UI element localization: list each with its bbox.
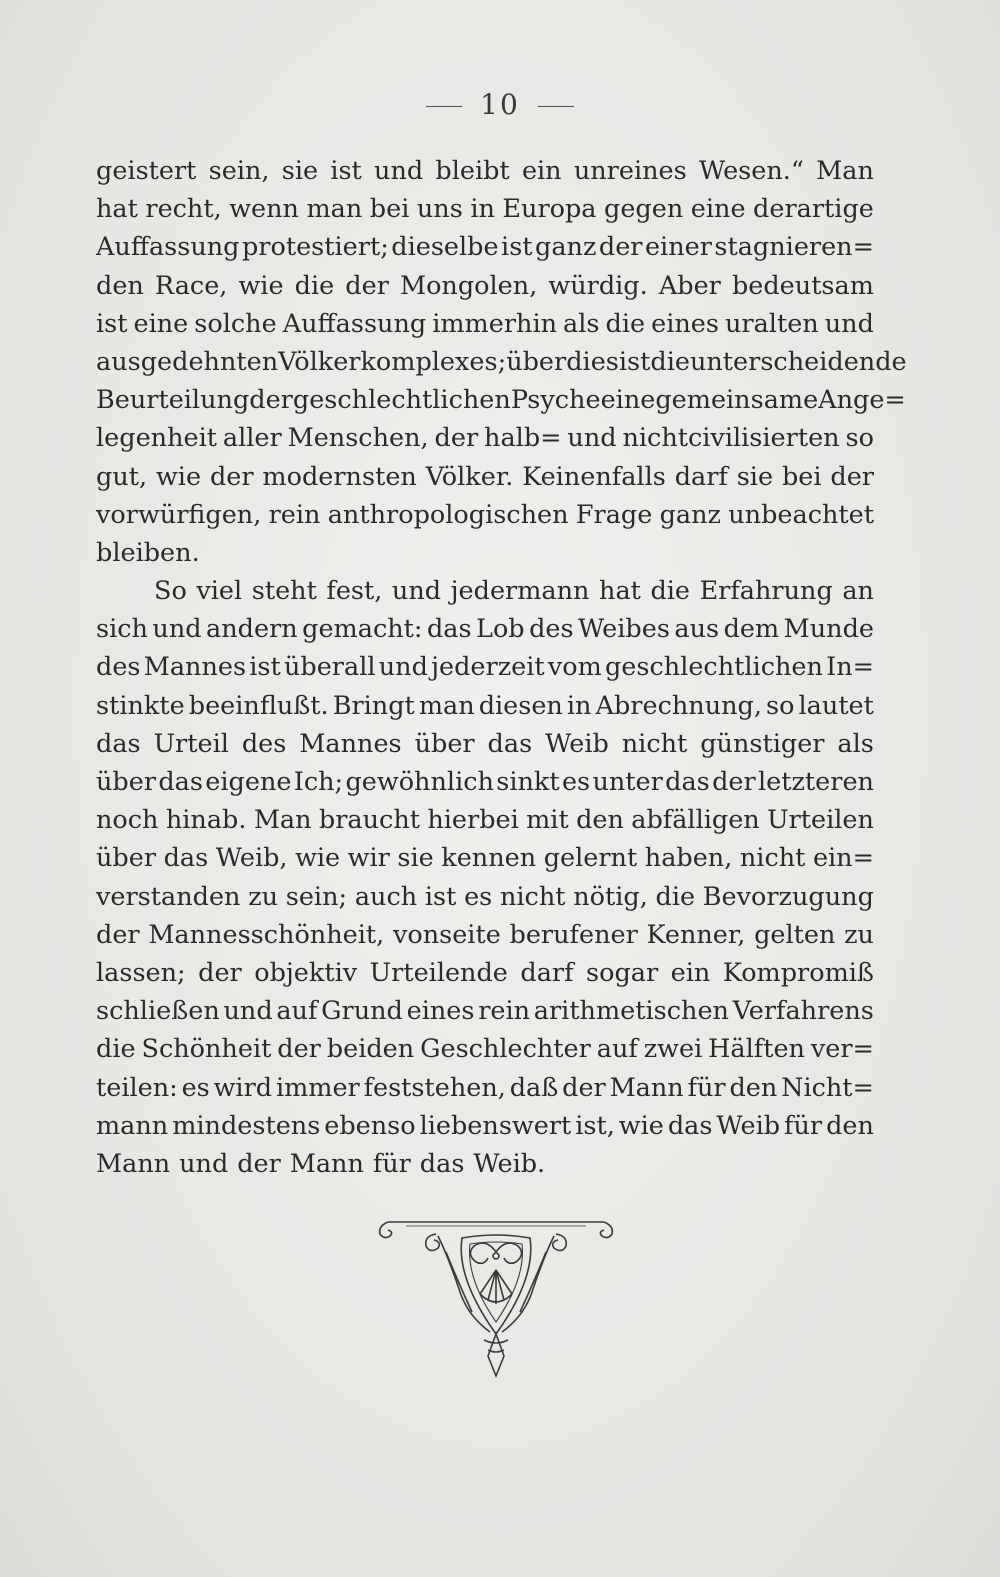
text-line: gut, wie der modernsten Völker. Keinenfalls darf sie bei der xyxy=(96,461,874,492)
text-line: So viel steht fest, und jedermann hat die Erfahrung an xyxy=(154,576,874,607)
text-line: über das Weib, wie wir sie kennen gelernt haben, nicht ein= xyxy=(96,843,874,874)
text-line: der Mannesschönheit, vonseite berufener Kenner, gelten zu xyxy=(96,919,874,950)
text-line: teilen: es wird immer feststehen, daß der Mann für den Nicht= xyxy=(96,1072,874,1103)
text-line: bleiben. xyxy=(96,537,200,568)
text-line: verstanden zu sein; auch ist es nicht nötig, die Bevorzugung xyxy=(96,881,874,912)
right-dash xyxy=(538,106,574,107)
left-dash xyxy=(426,106,462,107)
decorative-ornament-icon xyxy=(366,1212,626,1387)
text-line: legenheit aller Menschen, der halb= und nichtcivilisierten so xyxy=(96,423,874,454)
body-text xyxy=(96,152,907,1183)
text-line: stinkte beeinflußt. Bringt man diesen in Abrechnung, so lautet xyxy=(96,690,874,721)
text-line: lassen; der objektiv Urteilende darf sogar ein Kompromiß xyxy=(96,957,874,988)
text-line: hat recht, wenn man bei uns in Europa gegen eine derartige xyxy=(96,194,874,225)
text-line: über das eigene Ich; gewöhnlich sinkt es unter das der letzteren xyxy=(96,767,874,797)
text-line: ist eine solche Auffassung immerhin als die eines uralten und xyxy=(96,308,874,339)
text-line: mann mindestens ebenso liebenswert ist, wie das Weib für den xyxy=(96,1110,874,1141)
page-number: 10 xyxy=(480,88,520,121)
text-line: das Urteil des Mannes über das Weib nicht günstiger als xyxy=(96,728,874,759)
text-line: Beurteilung der geschlechtlichen Psyche eine gemeinsame Ange= xyxy=(96,385,906,416)
text-line: ausgedehnten Völkerkomplexes; überdies ist die unterscheidende xyxy=(96,346,907,377)
text-line: den Race, wie die der Mongolen, würdig. Aber bedeutsam xyxy=(96,270,874,301)
text-line: Auffassung protestiert; dieselbe ist ganz der einer stagnieren= xyxy=(96,232,874,263)
text-line: des Mannes ist überall und jederzeit vom geschlechtlichen In= xyxy=(96,652,874,683)
text-line: vorwürfigen, rein anthropologischen Frage ganz unbeachtet xyxy=(96,499,874,530)
text-line: schließen und auf Grund eines rein arithmetischen Verfahrens xyxy=(96,996,874,1027)
text-line: Mann und der Mann für das Weib. xyxy=(96,1148,546,1179)
page-number-header xyxy=(0,88,1000,121)
text-line: geistert sein, sie ist und bleibt ein unreines Wesen.“ Man xyxy=(96,156,874,186)
text-line: die Schönheit der beiden Geschlechter auf zwei Hälften ver= xyxy=(96,1034,874,1065)
text-line: noch hinab. Man braucht hierbei mit den abfälligen Urteilen xyxy=(96,805,874,836)
text-line: sich und andern gemacht: das Lob des Weibes aus dem Munde xyxy=(96,614,874,645)
